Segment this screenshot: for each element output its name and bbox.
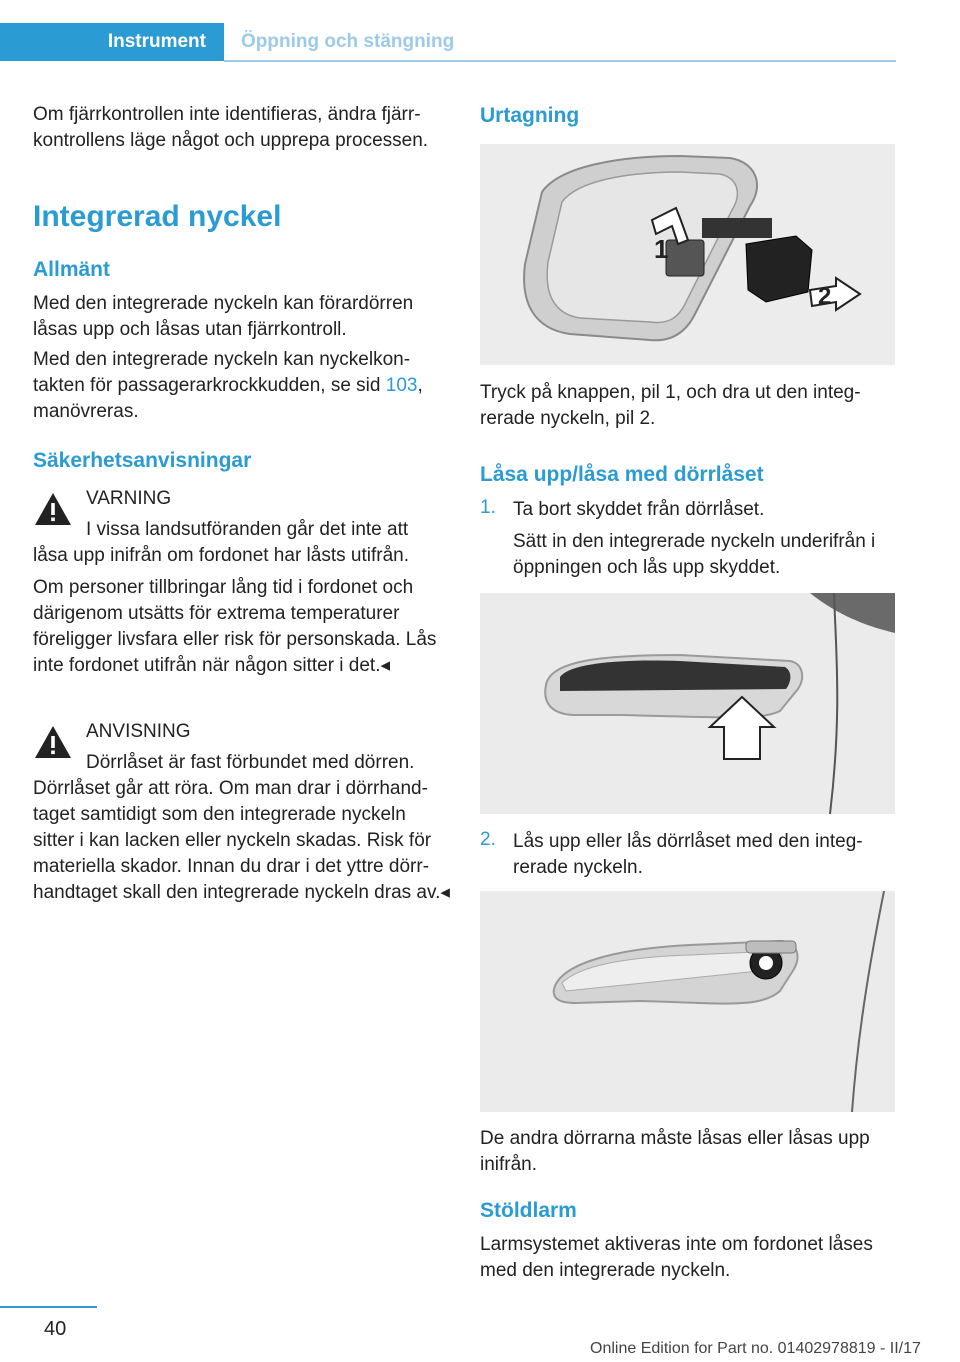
warning-1-paragraph-2: Om personer tillbringar lång tid i fordonet och därigenom utsätts för extrema temperaturer föreligger livsfara eller risk för personskada. Lås inte fordonet utifrån när någon sitter i det.◂ [33, 577, 437, 676]
footer-rule [0, 1306, 97, 1308]
door-handle-cover-illustration [480, 593, 895, 814]
tab-instrument[interactable]: Instrument [0, 23, 224, 61]
step-2-text: Lås upp eller lås dörrlåset med den integrerade nyckeln. [513, 831, 863, 878]
edition-note: Online Edition for Part no. 01402978819 - II/17 [590, 1340, 921, 1357]
heading-allmant: Allmänt [33, 258, 111, 281]
heading-integrerad-nyckel: Integrerad nyckel [33, 200, 282, 233]
step-2-number: 2. [480, 829, 496, 850]
warning-1-rest: låsa upp inifrån om fordonet har låsts utifrån. [33, 545, 409, 566]
intro-paragraph: Om fjärrkontrollen inte identifieras, ändra fjärrkontrollens läge något och upprepa processen. [33, 104, 429, 151]
arrow-1-label: 1 [654, 234, 669, 264]
warning-triangle-icon-2 [33, 724, 73, 760]
step-1-subtext: Sätt in den integrerade nyckeln underifrån i öppningen och lås upp skyddet. [513, 531, 876, 578]
stoldlarm-paragraph: Larmsystemet aktiveras inte om fordonet låses med den integrerade nyckeln. [480, 1234, 873, 1281]
page-number: 40 [44, 1318, 67, 1340]
warning-2-rest: Dörrlåset går att röra. Om man drar i dörrhandtaget samtidigt som den integrerade nyckeln sitter i kan lacken eller nyckeln skadas. Risk för materiella skador. Innan du drar i det yttre dörrhandtaget skall den integrerade nyckeln dras av.◂ [33, 778, 450, 903]
warning-title-varning: VARNING [86, 488, 172, 509]
allmant-paragraph-1: Med den integrerade nyckeln kan förardörren låsas upp och låsas utan fjärrkontroll. [33, 293, 414, 340]
page-link-103[interactable]: 103 [385, 375, 418, 396]
allmant-text: Med den integrerade nyckeln kan nyckelkontakten för passagerarkrockkudden, se sid [33, 349, 411, 396]
warning-title-anvisning: ANVISNING [86, 721, 191, 742]
header-rule [224, 60, 896, 62]
door-lock-illustration [480, 891, 895, 1112]
urtagning-paragraph: Tryck på knappen, pil 1, och dra ut den integrerade nyckeln, pil 2. [480, 382, 861, 429]
heading-lasa-med-dorrlaset: Låsa upp/låsa med dörrlåset [480, 463, 764, 486]
heading-sakerhetsanvisningar: Säkerhetsanvisningar [33, 449, 252, 472]
warning-triangle-icon [33, 491, 73, 527]
heading-stoldlarm: Stöldlarm [480, 1199, 577, 1222]
allmant-text-end: , manövreras. [33, 375, 423, 422]
key-removal-illustration [480, 144, 895, 365]
andra-dorrar-paragraph: De andra dörrarna måste låsas eller låsas upp inifrån. [480, 1128, 870, 1175]
key-removal-drawing [480, 144, 895, 365]
page-header [0, 23, 960, 61]
allmant-paragraph-2 [33, 347, 451, 425]
warning-2-first-line: Dörrlåset är fast förbundet med dörren. [86, 752, 415, 773]
tab-oppning-och-stangning[interactable]: Öppning och stängning [241, 31, 455, 52]
step-1-number: 1. [480, 497, 496, 518]
step-1-text: Ta bort skyddet från dörrlåset. [513, 499, 765, 520]
door-lock-drawing [480, 891, 895, 1112]
arrow-2-label: 2 [818, 283, 832, 310]
heading-urtagning: Urtagning [480, 104, 580, 127]
warning-1-first-line: I vissa landsutföranden går det inte att [86, 519, 409, 540]
door-handle-drawing [480, 593, 895, 814]
